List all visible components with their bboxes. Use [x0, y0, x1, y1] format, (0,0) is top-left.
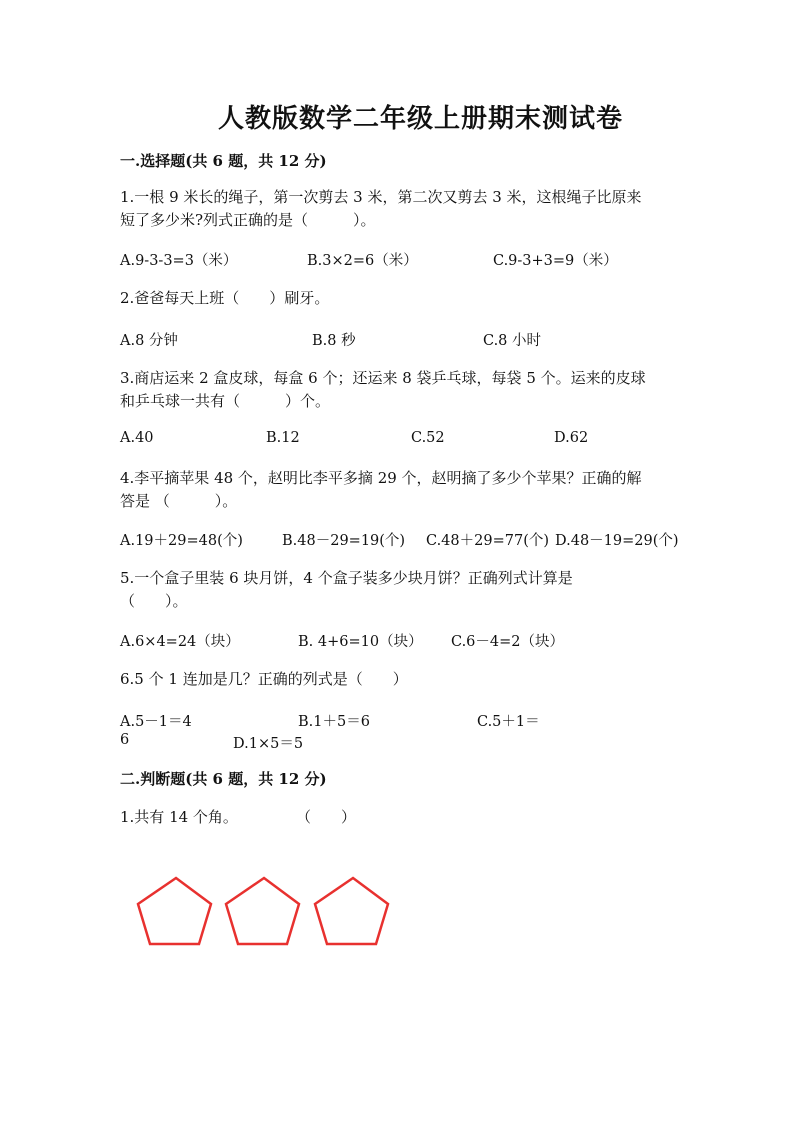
question-3-option-d: D.62	[554, 430, 589, 446]
question-5-line-2: （ ）。	[120, 592, 188, 610]
question-3-option-b: B.12	[266, 430, 300, 446]
question-5-option-a: A.6×4=24（块）	[120, 634, 240, 650]
question-1-line-2: 短了多少米?列式正确的是（ ）。	[120, 211, 376, 229]
question-3-line-2: 和乒乓球一共有（ ）个。	[120, 392, 331, 410]
question-4-line-2: 答是 （ ）。	[120, 492, 238, 510]
pentagon-shape-2	[226, 878, 299, 944]
page-title: 人教版数学二年级上册期末测试卷	[218, 104, 624, 134]
question-1-option-a: A.9-3-3=3（米）	[120, 253, 238, 269]
judgment-1-answer-blank: （ ）	[296, 808, 357, 826]
pentagon-shape-1	[138, 878, 211, 944]
question-4-option-a: A.19＋29=48(个)	[120, 533, 243, 549]
pentagon-figure	[0, 860, 800, 980]
pentagon-shape-3	[315, 878, 388, 944]
question-6-option-c: C.5＋1＝	[477, 714, 540, 730]
question-2-line-1: 2.爸爸每天上班（ ）刷牙。	[120, 289, 330, 307]
question-6-option-c-wrap: 6	[120, 732, 130, 748]
judgment-1-text: 1.共有 14 个角。	[120, 808, 238, 826]
question-1-option-b: B.3×2=6（米）	[307, 253, 418, 269]
question-4-option-d: D.48－19=29(个)	[555, 533, 679, 549]
section-heading-judgment: 二.判断题(共 6 题，共 12 分)	[120, 770, 327, 788]
question-2-option-c: C.8 小时	[483, 333, 542, 349]
question-3-option-c: C.52	[411, 430, 445, 446]
question-5-line-1: 5.一个盒子里装 6 块月饼，4 个盒子装多少块月饼？正确列式计算是	[120, 569, 573, 587]
question-3-option-a: A.40	[120, 430, 154, 446]
question-3-line-1: 3.商店运来 2 盒皮球，每盒 6 个；还运来 8 袋乒乓球，每袋 5 个。运来的皮球	[120, 369, 646, 387]
question-5-option-b: B. 4+6=10（块）	[298, 634, 423, 650]
question-5-option-c: C.6－4=2（块）	[451, 634, 565, 650]
question-2-option-b: B.8 秒	[312, 333, 356, 349]
question-1-option-c: C.9-3+3=9（米）	[493, 253, 618, 269]
question-4-option-b: B.48－29=19(个)	[282, 533, 406, 549]
question-6-option-d: D.1×5＝5	[233, 736, 304, 752]
section-heading-choice: 一.选择题(共 6 题，共 12 分)	[120, 152, 327, 170]
question-6-line-1: 6.5 个 1 连加是几？正确的列式是（ ）	[120, 670, 408, 688]
question-2-option-a: A.8 分钟	[120, 333, 178, 349]
question-1-line-1: 1.一根 9 米长的绳子，第一次剪去 3 米，第二次又剪去 3 米，这根绳子比原来	[120, 188, 642, 206]
question-4-option-c: C.48＋29=77(个)	[426, 533, 550, 549]
question-6-option-a: A.5－1＝4	[120, 714, 192, 730]
question-4-line-1: 4.李平摘苹果 48 个，赵明比李平多摘 29 个，赵明摘了多少个苹果？正确的解	[120, 469, 642, 487]
question-6-option-b: B.1＋5＝6	[298, 714, 370, 730]
